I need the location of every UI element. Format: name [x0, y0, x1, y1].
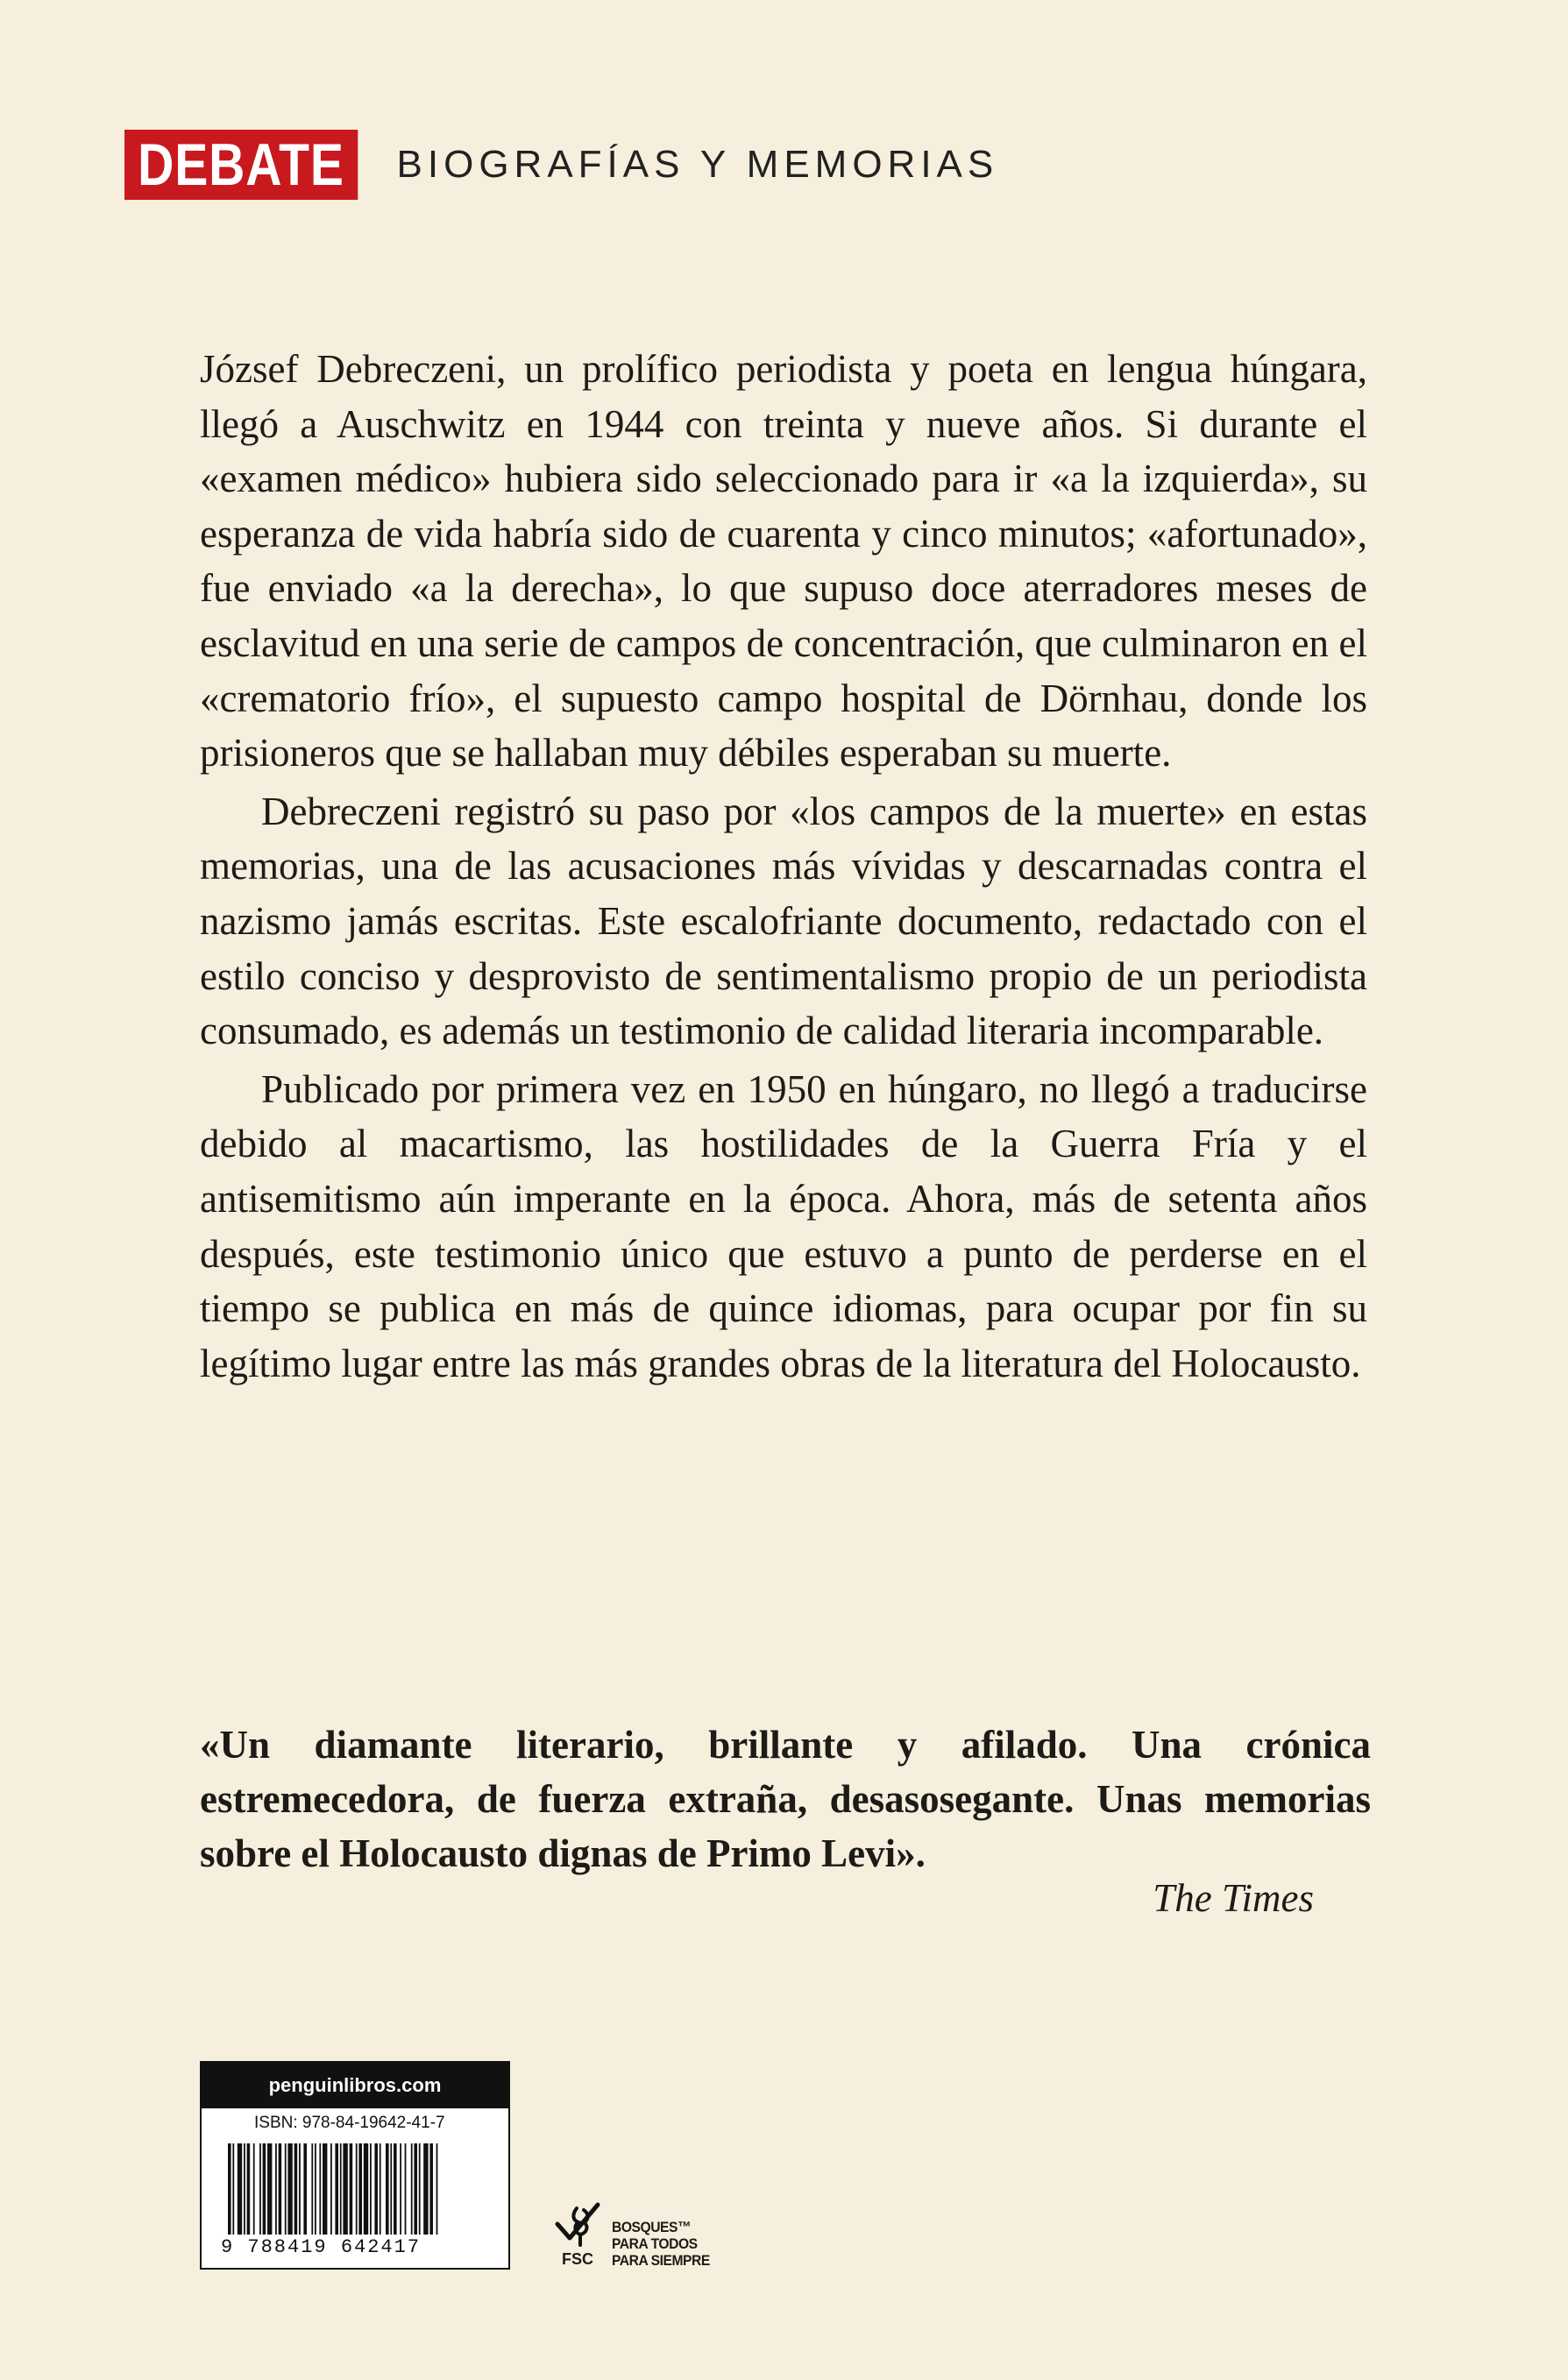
barcode-digits: 9 788419 642417 — [221, 2236, 422, 2258]
fsc-slogan — [612, 2219, 719, 2269]
cover-header — [124, 130, 998, 200]
isbn-label: ISBN: 978-84-19642-41-7 — [254, 2114, 445, 2132]
fsc-badge — [550, 2198, 719, 2269]
synopsis-paragraph-3: Publicado por primera vez en 1950 en húngaro, no llegó a traducirse debido al macartismo, las hostilidades de la Guerra Fría y el antisemitismo aún imperante en la época. Ahora, más de setenta años después, este testimonio único que estuvo a punto de perderse en el tiempo se publica en más de quince idiomas, para ocupar por fin su legítimo lugar entre las más grandes obras de la literatura del Holocausto. — [200, 1066, 1367, 1385]
review-quote — [200, 1718, 1371, 1881]
fsc-slogan-line-2: PARA TODOS — [612, 2235, 698, 2252]
synopsis-paragraph-2: Debreczeni registró su paso por «los campos de la muerte» en estas memorias, una de las acusaciones más vívidas y descarnadas contra el nazismo jamás escritas. Este escalofriante documento, redactado con el estilo conciso y desprovisto de sentimentalismo propio de un periodista consumado, es además un testimonio de calidad literaria incomparable. — [200, 789, 1367, 1053]
fsc-slogan-line-1: BOSQUES™ — [612, 2219, 692, 2235]
synopsis-paragraph-1: József Debreczeni, un prolífico periodista y poeta en lengua húngara, llegó a Auschwitz en 1944 con treinta y nueve años. Si durante el «examen médico» hubiera sido seleccionado para ir «a la izquierda», su esperanza de vida habría sido de cuarenta y cinco minutos; «afortunado», fue enviado «a la derecha», lo que supuso doce aterradores meses de esclavitud en una serie de campos de concentración, que culminaron en el «crematorio frío», el supuesto campo hospital de Dörnhau, donde los prisioneros que se hallaban muy débiles esperaban su muerte. — [200, 347, 1367, 776]
fsc-label: FSC — [562, 2250, 593, 2268]
fsc-tree-check-icon — [550, 2198, 605, 2249]
fsc-slogan-line-3: PARA SIEMPRE — [612, 2252, 710, 2269]
collection-name: BIOGRAFÍAS Y MEMORIAS — [396, 143, 999, 186]
publisher-website: penguinlibros.com — [202, 2063, 508, 2108]
quote-text: «Un diamante literario, brillante y afilado. Una crónica estremecedora, de fuerza extraña, desasosegante. Unas memorias sobre el Holocausto dignas de Primo Levi». — [200, 1723, 1371, 1875]
synopsis — [200, 342, 1367, 1391]
barcode-bars — [228, 2143, 491, 2235]
quote-source: The Times — [1153, 1876, 1314, 1920]
publisher-logo: DEBATE — [124, 130, 358, 200]
barcode-panel — [200, 2061, 510, 2270]
